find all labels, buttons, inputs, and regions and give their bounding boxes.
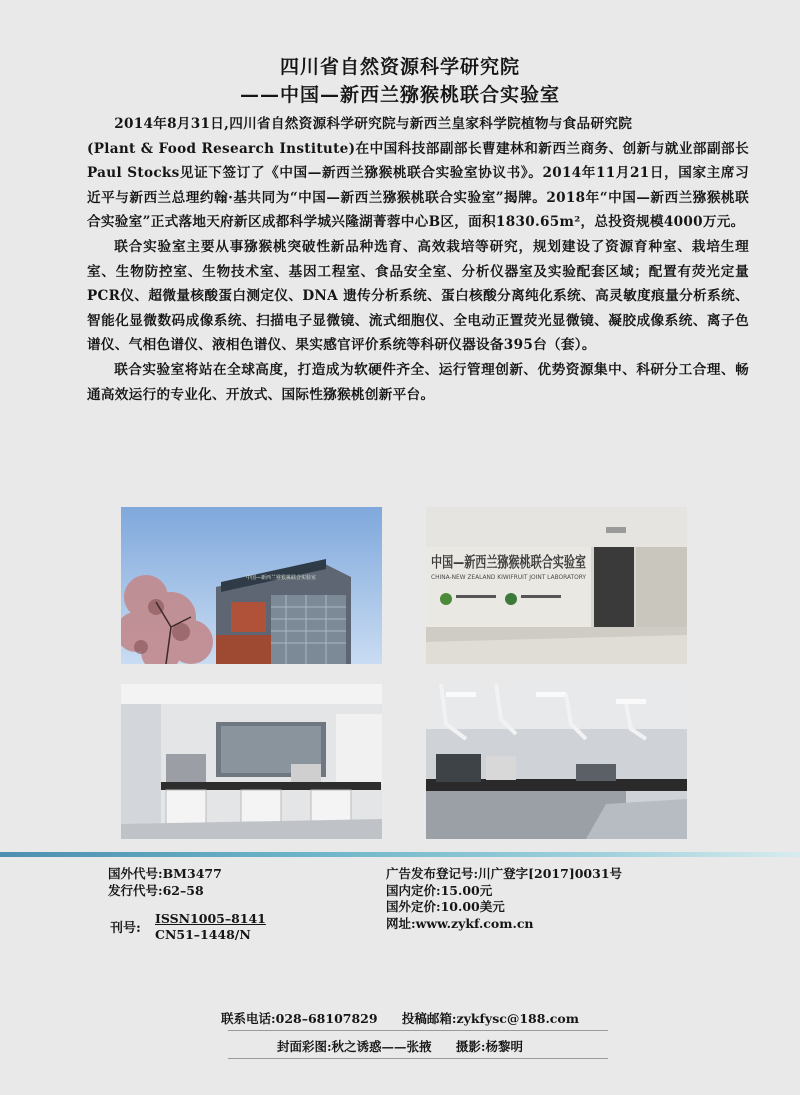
- building-photo: [121, 507, 382, 664]
- paragraph-2: 联合实验室主要从事猕猴桃突破性新品种选育、高效栽培等研究，规划建设了资源育种室、栽培生理室、生物防控室、生物技术室、基因工程室、食品安全室、分析仪器室及实验配套区域；配置有荧光定量PCR仪、超微量核酸蛋白测定仪、DNA 遗传分析系统、蛋白核酸分离纯化系统、高灵敏度痕量分析系统、智能化显微数码成像系统、扫描电子显微镜、流式细胞仪、全电动正置荧光显微镜、凝胶成像系统、离子色谱仪、气相色谱仪、液相色谱仪、果实感官评价系统等科研仪器设备395台（套）。: [87, 238, 749, 354]
- publication-codes: [108, 866, 222, 899]
- lobby-photo: [426, 507, 687, 664]
- lobby-sign-en: CHINA-NEW ZEALAND KIWIFRUIT JOINT LABORATORY: [431, 574, 587, 581]
- lab-photo-2: [426, 684, 687, 839]
- paragraph-1-cont: (Plant & Food Research Institute)在中国科技部副部长曹建林和新西兰商务、创新与就业部副部长Paul Stocks见证下签订了《中国—新西兰猕猴桃联合实验室协议书》。2014年11月21日，国家主席习近平与新西兰总理约翰·基共同为“中国—新西兰猕猴桃联合实验室”揭牌。2018年“中国—新西兰猕猴桃联合实验室”正式落地天府新区成都科学城兴隆湖菁蓉中心B区，面积1830.65m²，总投资规模4000万元。: [87, 140, 749, 231]
- building-sign-text: 中国—新西兰猕猴桃联合实验室: [246, 575, 317, 581]
- divider-rule: [0, 852, 800, 857]
- contact-line: [0, 1009, 800, 1027]
- phone: 联系电话:028–68107829: [221, 1011, 378, 1026]
- page-subtitle: ——中国—新西兰猕猴桃联合实验室: [239, 84, 560, 106]
- article-body: [87, 112, 749, 407]
- website: 网址:www.zykf.com.cn: [386, 915, 534, 931]
- domestic-price: 国内定价:15.00元: [386, 882, 493, 898]
- paragraph-1: 2014年8月31日,四川省自然资源科学研究院与新西兰皇家科学院植物与食品研究院: [114, 116, 633, 132]
- foreign-price: 国外定价:10.00美元: [386, 899, 505, 914]
- page-title: 四川省自然资源科学研究院: [279, 56, 520, 78]
- cover-credit-line: [0, 1037, 800, 1055]
- issn-label: 刊号:: [110, 921, 141, 936]
- lobby-sign-cn: 中国—新西兰猕猴桃联合实验室: [431, 553, 586, 571]
- paragraph-3: 联合实验室将站在全球高度，打造成为软硬件齐全、运行管理创新、优势资源集中、科研分工合理、畅通高效运行的专业化、开放式、国际性猕猴桃创新平台。: [87, 361, 749, 403]
- email: 投稿邮箱:zykfysc@188.com: [401, 1011, 579, 1026]
- publication-details: [386, 866, 622, 932]
- photographer: 摄影:杨黎明: [455, 1039, 524, 1054]
- footer-divider: [228, 1030, 608, 1031]
- distribution-code: 发行代号:62–58: [108, 882, 204, 898]
- issn-number: ISSN1005–8141: [155, 911, 266, 926]
- footer-divider-bottom: [228, 1058, 608, 1059]
- lab-photo-1: [121, 684, 382, 839]
- ad-registration: 广告发布登记号:川广登字[2017]0031号: [386, 866, 623, 881]
- issn-block: [155, 911, 266, 943]
- foreign-code: 国外代号:BM3477: [108, 866, 222, 881]
- cover-caption: 封面彩图:秋之诱惑——张掖: [276, 1039, 432, 1054]
- cn-number: CN51–1448/N: [155, 927, 251, 942]
